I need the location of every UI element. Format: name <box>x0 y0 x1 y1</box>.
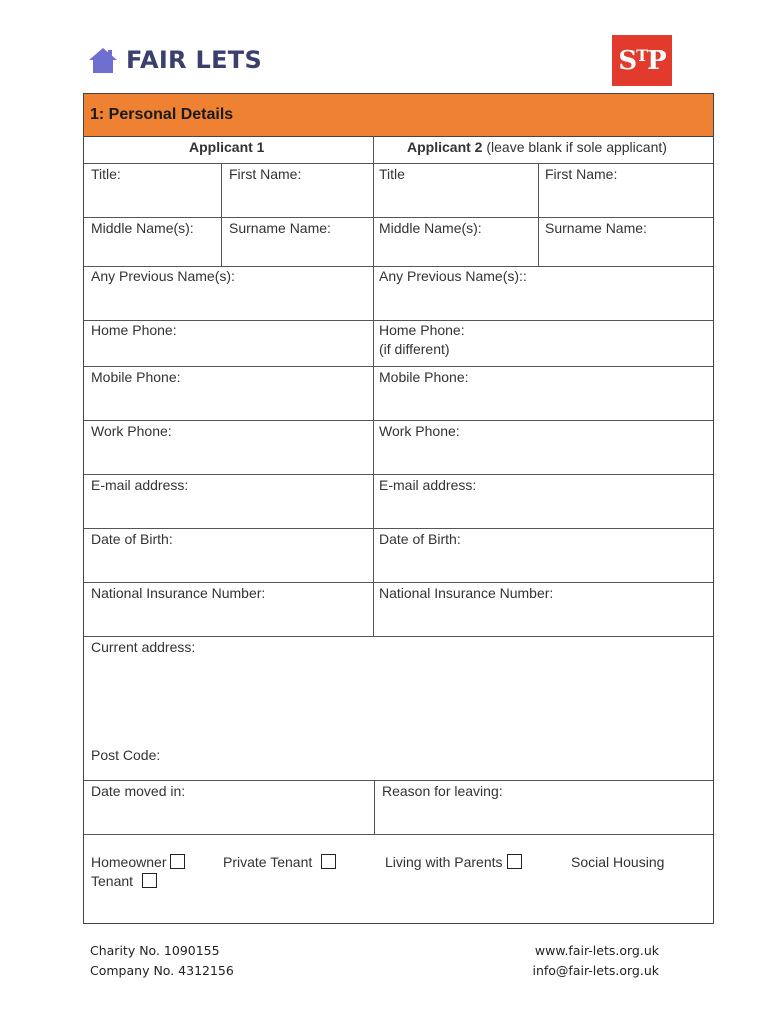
reason-for-leaving-field[interactable]: Reason for leaving: <box>382 783 503 799</box>
date-moved-in-field[interactable]: Date moved in: <box>91 783 186 799</box>
social-housing-label: Social Housing <box>571 854 665 870</box>
private-tenant-checkbox[interactable] <box>321 854 336 869</box>
a1-home-phone-field[interactable]: Home Phone: <box>91 322 177 338</box>
current-address-field[interactable]: Current address: <box>91 639 196 655</box>
homeowner-checkbox[interactable] <box>170 854 185 869</box>
a1-work-phone-field[interactable]: Work Phone: <box>91 423 172 439</box>
a2-home-phone-label: Home Phone: <box>379 322 465 338</box>
website-link[interactable]: www.fair-lets.org.uk <box>534 943 659 958</box>
stp-logo-text: $S^TP$ <box>618 45 666 76</box>
applicant2-heading-note: (leave blank if sole applicant) <box>486 139 667 155</box>
a2-first-name-field[interactable]: First Name: <box>545 166 618 182</box>
a2-home-phone-field[interactable] <box>379 321 465 359</box>
private-tenant-label: Private Tenant <box>223 854 313 870</box>
applicant1-heading: Applicant 1 <box>189 139 265 155</box>
tenant-label: Tenant <box>91 873 134 889</box>
a1-surname-field[interactable]: Surname Name: <box>229 220 331 236</box>
a1-previous-names-field[interactable]: Any Previous Name(s): <box>91 268 235 284</box>
a1-email-field[interactable]: E-mail address: <box>91 477 189 493</box>
personal-details-form <box>83 93 714 924</box>
charity-number: Charity No. 1090155 <box>90 943 220 958</box>
applicant2-heading <box>407 138 667 157</box>
a2-mobile-phone-field[interactable]: Mobile Phone: <box>379 369 469 385</box>
tenant-checkbox[interactable] <box>142 873 157 888</box>
a1-mobile-phone-field[interactable]: Mobile Phone: <box>91 369 181 385</box>
a1-first-name-field[interactable]: First Name: <box>229 166 302 182</box>
a2-title-field[interactable]: Title <box>379 166 405 182</box>
living-with-parents-option[interactable] <box>385 853 522 872</box>
living-with-parents-label: Living with Parents <box>385 854 503 870</box>
house-icon <box>88 46 118 74</box>
footer-right <box>532 941 659 981</box>
a2-dob-field[interactable]: Date of Birth: <box>379 531 461 547</box>
homeowner-option[interactable] <box>91 853 185 872</box>
a1-title-field[interactable]: Title: <box>91 166 121 182</box>
living-with-parents-checkbox[interactable] <box>507 854 522 869</box>
a2-email-field[interactable]: E-mail address: <box>379 477 477 493</box>
a2-ni-field[interactable]: National Insurance Number: <box>379 585 554 601</box>
a2-home-phone-note: (if different) <box>379 341 450 357</box>
a1-ni-field[interactable]: National Insurance Number: <box>91 585 266 601</box>
email-link[interactable]: info@fair-lets.org.uk <box>532 963 659 978</box>
a2-work-phone-field[interactable]: Work Phone: <box>379 423 460 439</box>
footer-left <box>90 941 234 981</box>
company-number: Company No. 4312156 <box>90 963 234 978</box>
a1-dob-field[interactable]: Date of Birth: <box>91 531 173 547</box>
social-housing-option[interactable] <box>571 853 664 872</box>
a2-previous-names-field[interactable]: Any Previous Name(s):: <box>379 268 527 284</box>
homeowner-label: Homeowner <box>91 854 167 870</box>
private-tenant-option[interactable] <box>223 853 336 872</box>
tenant-option[interactable] <box>91 872 157 891</box>
fair-lets-logo <box>88 43 262 77</box>
a1-middle-names-field[interactable]: Middle Name(s): <box>91 220 194 236</box>
a2-surname-field[interactable]: Surname Name: <box>545 220 647 236</box>
section-title: 1: Personal Details <box>90 106 234 123</box>
applicant2-heading-label: Applicant 2 <box>407 139 483 155</box>
brand-name: FAIR LETS <box>126 46 263 74</box>
a2-middle-names-field[interactable]: Middle Name(s): <box>379 220 482 236</box>
stp-logo <box>612 35 672 86</box>
section-header <box>84 94 713 137</box>
post-code-field[interactable]: Post Code: <box>91 747 161 763</box>
